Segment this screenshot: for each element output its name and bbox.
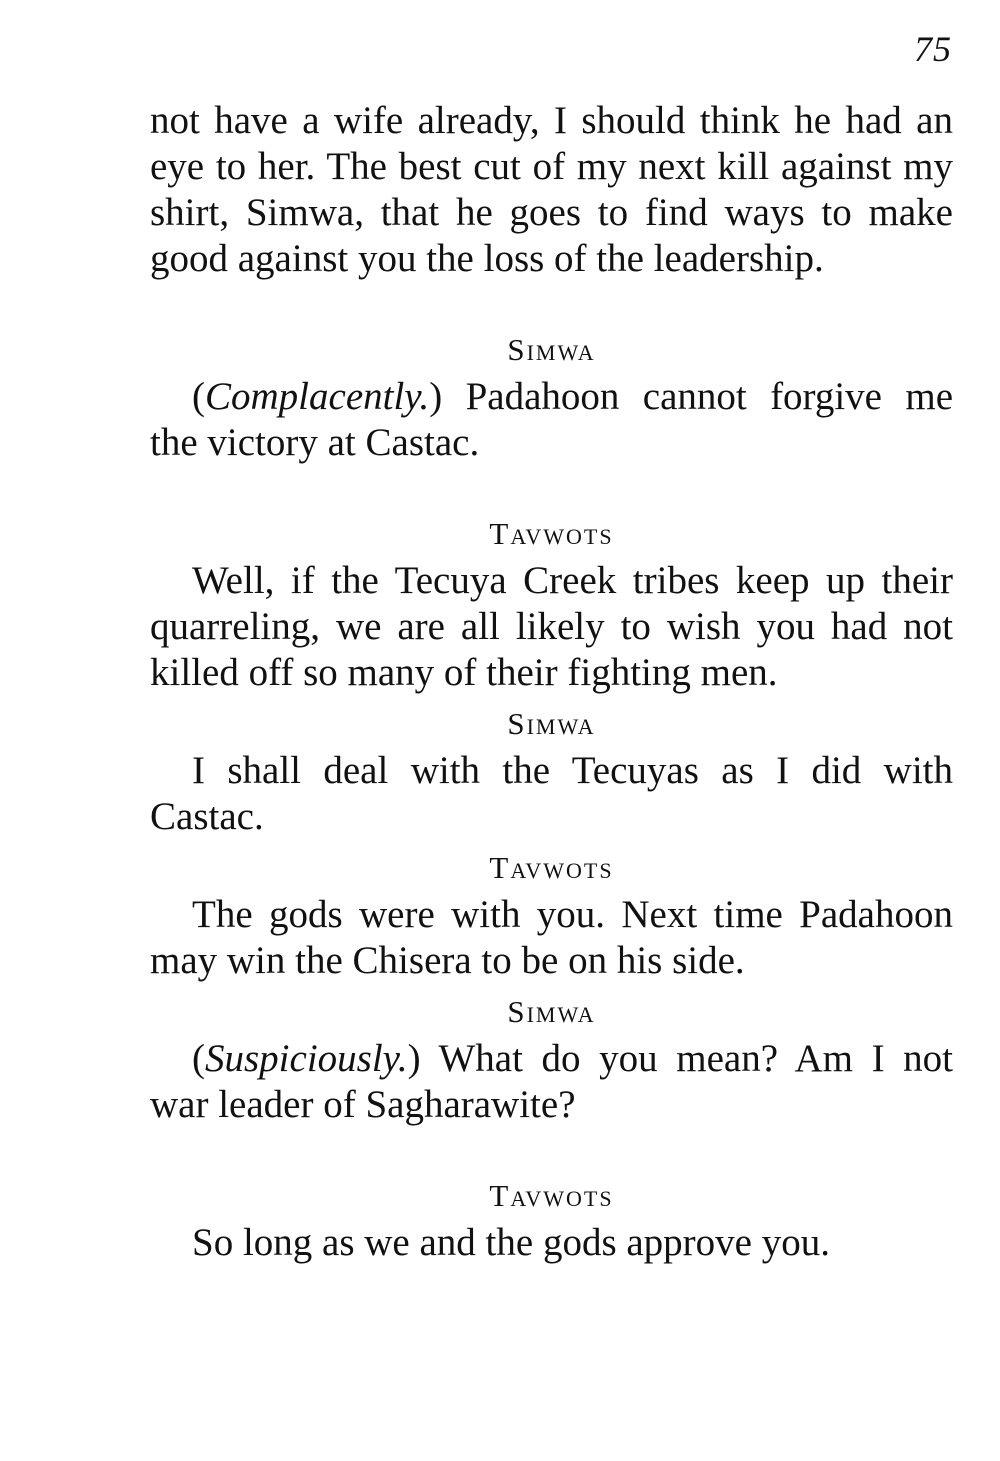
speech-paragraph: So long as we and the gods approve you.: [192, 1221, 830, 1264]
speaker-heading: Simwa: [507, 994, 596, 1029]
paragraph-continuation: not have a wife already, I should think he had an eye to her. The best cut of my next kill against my shirt, Simwa, that he goes to find ways to make good against you the loss of the leadership.: [150, 99, 953, 280]
speech-text: Padahoon cannot forgive me the victory at Castac.: [150, 375, 953, 464]
speech-paragraph: Well, if the Tecuya Creek tribes keep up their quarreling, we are all likely to wish you had not killed off so many of their fighting men.: [150, 559, 953, 694]
speech-text: What do you mean? Am I not war leader of Sagharawite?: [150, 1037, 953, 1126]
stage-direction: Suspiciously.: [205, 1037, 408, 1080]
speech-paragraph: (Complacently.) Padahoon cannot forgive me the victory at Castac.: [150, 375, 953, 464]
speaker-heading: Tavwots: [489, 1178, 614, 1213]
stage-direction: Complacently.: [205, 375, 430, 418]
page-number: 75: [914, 29, 952, 69]
speaker-heading: Tavwots: [489, 516, 614, 551]
speech-paragraph: The gods were with you. Next time Padahoon may win the Chisera to be on his side.: [150, 893, 953, 982]
speaker-heading: Simwa: [507, 706, 596, 741]
text-column: [150, 98, 953, 1266]
speaker-heading: Tavwots: [489, 850, 614, 885]
speech-paragraph: (Suspiciously.) What do you mean? Am I not war leader of Sagharawite?: [150, 1037, 953, 1126]
speech-paragraph: I shall deal with the Tecuyas as I did with Castac.: [150, 749, 953, 838]
speaker-heading: Simwa: [507, 332, 596, 367]
